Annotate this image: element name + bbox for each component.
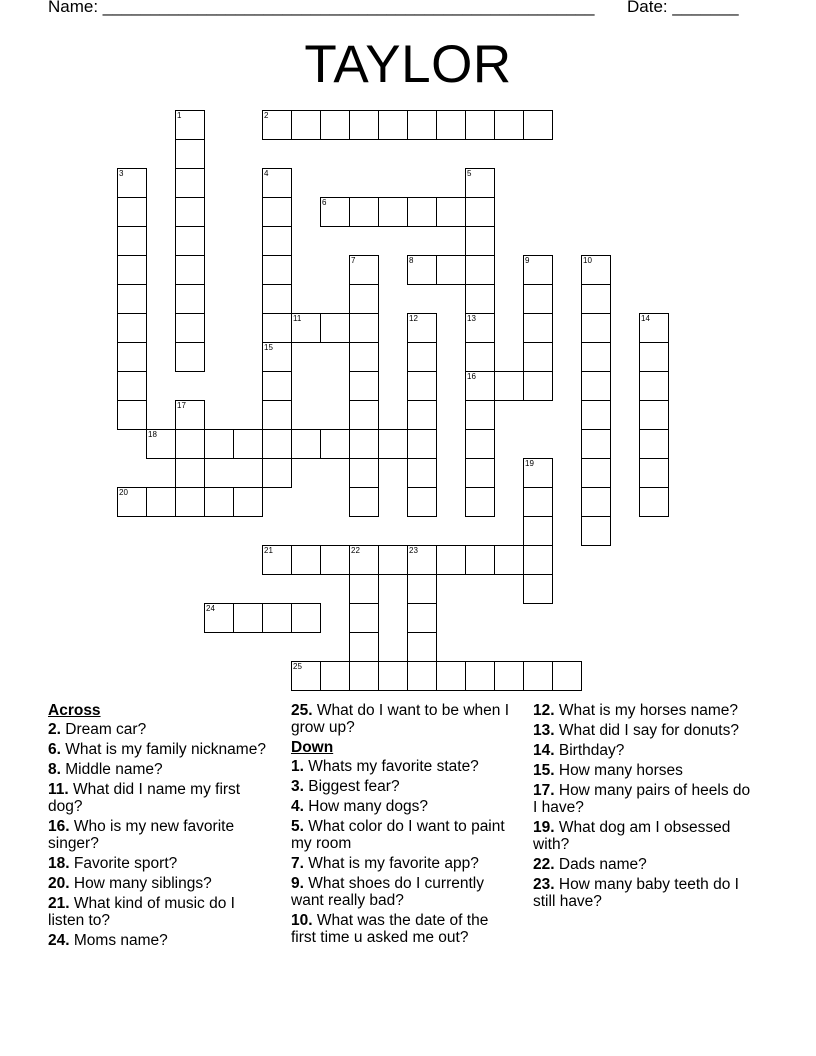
grid-cell[interactable]	[117, 197, 147, 227]
clue-text: Who is my new favorite singer?	[48, 818, 235, 852]
down-heading: Down	[291, 739, 334, 756]
grid-cell[interactable]	[349, 110, 379, 140]
grid-cell[interactable]	[378, 545, 408, 575]
date-field[interactable]: Date: _______	[627, 0, 739, 16]
grid-cell[interactable]	[349, 284, 379, 314]
clue-number-label: 12.	[533, 702, 555, 719]
grid-cell[interactable]	[349, 487, 379, 517]
across-clue	[291, 702, 516, 736]
clue-number-label: 21.	[48, 895, 70, 912]
grid-cell[interactable]	[378, 429, 408, 459]
grid-cell[interactable]	[378, 110, 408, 140]
grid-cell[interactable]	[117, 371, 147, 401]
clue-number: 23	[409, 546, 418, 555]
grid-cell[interactable]	[407, 342, 437, 372]
grid-cell[interactable]	[407, 110, 437, 140]
grid-cell[interactable]	[175, 226, 205, 256]
grid-cell[interactable]	[117, 255, 147, 285]
grid-cell[interactable]	[117, 168, 147, 198]
clue-text: Whats my favorite state?	[303, 758, 479, 775]
grid-cell[interactable]	[175, 429, 205, 459]
grid-cell[interactable]	[204, 487, 234, 517]
name-field[interactable]: Name: ____________________________________________________	[48, 0, 595, 16]
clue-number: 12	[409, 314, 418, 323]
clue-number-label: 17.	[533, 782, 555, 799]
grid-cell[interactable]	[639, 487, 669, 517]
grid-cell[interactable]	[146, 487, 176, 517]
clue-text: Middle name?	[60, 761, 163, 778]
grid-cell[interactable]	[465, 110, 495, 140]
grid-cell[interactable]	[465, 197, 495, 227]
clue-text: What kind of music do I listen to?	[48, 895, 235, 929]
clue-number: 24	[206, 604, 215, 613]
clue-text: What is my family nickname?	[60, 741, 266, 758]
grid-cell[interactable]	[117, 487, 147, 517]
clue-text: How many baby teeth do I still have?	[533, 876, 739, 910]
grid-cell[interactable]	[436, 197, 466, 227]
clues-column-1	[48, 702, 273, 952]
clue-number-label: 6.	[48, 741, 61, 758]
down-clue	[291, 875, 516, 909]
clue-number: 25	[293, 662, 302, 671]
grid-cell[interactable]	[320, 661, 350, 691]
across-clue-list	[48, 721, 273, 949]
grid-cell[interactable]	[552, 661, 582, 691]
clue-number: 17	[177, 401, 186, 410]
grid-cell[interactable]	[407, 400, 437, 430]
grid-cell[interactable]	[262, 197, 292, 227]
clues-column-2	[291, 702, 516, 949]
grid-cell[interactable]	[407, 371, 437, 401]
clue-text: How many horses	[554, 762, 683, 779]
clues-column-3	[533, 702, 758, 913]
grid-cell[interactable]	[262, 110, 292, 140]
grid-cell[interactable]	[349, 429, 379, 459]
clue-text: What did I name my first dog?	[48, 781, 241, 815]
grid-cell[interactable]	[262, 371, 292, 401]
clue-number: 4	[264, 169, 269, 178]
grid-cell[interactable]	[117, 342, 147, 372]
grid-cell[interactable]	[465, 313, 495, 343]
down-clue	[533, 876, 758, 910]
grid-cell[interactable]	[175, 255, 205, 285]
clue-text: What is my favorite app?	[303, 855, 479, 872]
down-clue	[533, 782, 758, 816]
grid-cell[interactable]	[639, 429, 669, 459]
across-clue	[48, 895, 273, 929]
grid-cell[interactable]	[320, 313, 350, 343]
grid-cell[interactable]	[262, 226, 292, 256]
grid-cell[interactable]	[494, 545, 524, 575]
grid-cell[interactable]	[175, 110, 205, 140]
down-clue	[533, 702, 758, 719]
grid-cell[interactable]	[204, 603, 234, 633]
grid-cell[interactable]	[465, 545, 495, 575]
grid-cell[interactable]	[523, 110, 553, 140]
grid-cell[interactable]	[436, 661, 466, 691]
clue-text: What is my horses name?	[554, 702, 739, 719]
puzzle-title: TAYLOR	[304, 35, 512, 94]
grid-cell[interactable]	[436, 545, 466, 575]
down-clue	[291, 778, 516, 795]
grid-cell[interactable]	[349, 342, 379, 372]
clue-text: Dream car?	[60, 721, 147, 738]
down-clue	[533, 722, 758, 739]
grid-cell[interactable]	[117, 226, 147, 256]
clue-number-label: 24.	[48, 932, 70, 949]
clue-text: What color do I want to paint my room	[291, 818, 505, 852]
grid-cell[interactable]	[465, 429, 495, 459]
grid-cell[interactable]	[349, 313, 379, 343]
clue-number: 5	[467, 169, 472, 178]
across-clue	[48, 875, 273, 892]
grid-cell[interactable]	[465, 284, 495, 314]
down-clue	[533, 819, 758, 853]
grid-cell[interactable]	[581, 400, 611, 430]
clue-text: What do I want to be when I grow up?	[291, 702, 510, 736]
grid-cell[interactable]	[320, 545, 350, 575]
clue-number: 11	[293, 314, 302, 323]
grid-cell[interactable]	[465, 226, 495, 256]
grid-cell[interactable]	[320, 110, 350, 140]
clue-number-label: 16.	[48, 818, 70, 835]
clue-number-label: 7.	[291, 855, 304, 872]
grid-cell[interactable]	[349, 458, 379, 488]
down-clue	[533, 856, 758, 873]
grid-cell[interactable]	[581, 371, 611, 401]
grid-cell[interactable]	[262, 342, 292, 372]
clue-text: What was the date of the first time u asked me out?	[291, 912, 489, 946]
grid-cell[interactable]	[291, 603, 321, 633]
clue-number-label: 25.	[291, 702, 313, 719]
grid-cell[interactable]	[349, 574, 379, 604]
across-clue	[48, 741, 273, 758]
grid-cell[interactable]	[523, 458, 553, 488]
across-clue	[48, 781, 273, 815]
clue-number-label: 2.	[48, 721, 61, 738]
grid-cell[interactable]	[349, 632, 379, 662]
grid-cell[interactable]	[320, 429, 350, 459]
grid-cell[interactable]	[581, 516, 611, 546]
grid-cell[interactable]	[146, 429, 176, 459]
grid-cell[interactable]	[262, 429, 292, 459]
grid-cell[interactable]	[378, 197, 408, 227]
grid-cell[interactable]	[581, 487, 611, 517]
down-clue	[291, 818, 516, 852]
down-clue-list	[291, 758, 516, 946]
clue-number: 20	[119, 488, 128, 497]
grid-cell[interactable]	[523, 284, 553, 314]
clue-number-label: 13.	[533, 722, 555, 739]
grid-cell[interactable]	[523, 371, 553, 401]
clue-number-label: 22.	[533, 856, 555, 873]
grid-cell[interactable]	[117, 400, 147, 430]
grid-cell[interactable]	[233, 487, 263, 517]
down-clue	[291, 798, 516, 815]
clue-number-label: 19.	[533, 819, 555, 836]
grid-cell[interactable]	[349, 197, 379, 227]
grid-cell[interactable]	[639, 400, 669, 430]
grid-cell[interactable]	[262, 313, 292, 343]
clue-text: Moms name?	[69, 932, 168, 949]
clue-number: 3	[119, 169, 124, 178]
clue-number-label: 9.	[291, 875, 304, 892]
across-heading: Across	[48, 702, 101, 719]
grid-cell[interactable]	[465, 400, 495, 430]
grid-cell[interactable]	[581, 313, 611, 343]
clue-number-label: 10.	[291, 912, 313, 929]
clue-text: How many dogs?	[303, 798, 428, 815]
grid-cell[interactable]	[639, 313, 669, 343]
grid-cell[interactable]	[291, 545, 321, 575]
clue-number: 1	[177, 111, 182, 120]
grid-cell[interactable]	[349, 255, 379, 285]
grid-cell[interactable]	[117, 313, 147, 343]
grid-cell[interactable]	[407, 197, 437, 227]
grid-cell[interactable]	[291, 661, 321, 691]
grid-cell[interactable]	[349, 661, 379, 691]
clue-text: Biggest fear?	[303, 778, 400, 795]
grid-cell[interactable]	[436, 110, 466, 140]
grid-cell[interactable]	[465, 487, 495, 517]
grid-cell[interactable]	[349, 371, 379, 401]
clue-number: 8	[409, 256, 414, 265]
grid-cell[interactable]	[523, 545, 553, 575]
clue-text: Birthday?	[554, 742, 625, 759]
grid-cell[interactable]	[175, 313, 205, 343]
clue-number: 18	[148, 430, 157, 439]
grid-cell[interactable]	[407, 429, 437, 459]
clue-number: 6	[322, 198, 327, 207]
grid-cell[interactable]	[407, 487, 437, 517]
grid-cell[interactable]	[465, 342, 495, 372]
clue-text: What shoes do I currently want really bad?	[291, 875, 484, 909]
clue-number-label: 18.	[48, 855, 70, 872]
clue-number-label: 20.	[48, 875, 70, 892]
clue-number: 14	[641, 314, 650, 323]
grid-cell[interactable]	[175, 284, 205, 314]
across-clue-list-continued	[291, 702, 516, 736]
grid-cell[interactable]	[262, 400, 292, 430]
clue-text: How many siblings?	[69, 875, 212, 892]
grid-cell[interactable]	[175, 400, 205, 430]
clue-text: Favorite sport?	[69, 855, 178, 872]
clue-text: What dog am I obsessed with?	[533, 819, 731, 853]
across-clue	[48, 818, 273, 852]
grid-cell[interactable]	[349, 400, 379, 430]
grid-cell[interactable]	[291, 429, 321, 459]
clue-number-label: 8.	[48, 761, 61, 778]
across-clue	[48, 761, 273, 778]
grid-cell[interactable]	[291, 110, 321, 140]
across-clue	[48, 721, 273, 738]
grid-cell[interactable]	[262, 545, 292, 575]
grid-cell[interactable]	[465, 371, 495, 401]
clue-number: 7	[351, 256, 356, 265]
clue-text: What did I say for donuts?	[554, 722, 739, 739]
clue-number: 2	[264, 111, 269, 120]
down-clue-list-continued	[533, 702, 758, 910]
clue-text: Dads name?	[554, 856, 647, 873]
grid-cell[interactable]	[436, 255, 466, 285]
grid-cell[interactable]	[523, 255, 553, 285]
grid-cell[interactable]	[581, 342, 611, 372]
grid-cell[interactable]	[291, 313, 321, 343]
down-clue	[291, 912, 516, 946]
grid-cell[interactable]	[523, 661, 553, 691]
grid-cell[interactable]	[407, 632, 437, 662]
grid-cell[interactable]	[407, 255, 437, 285]
grid-cell[interactable]	[175, 487, 205, 517]
down-clue	[291, 758, 516, 775]
clue-number-label: 11.	[48, 781, 69, 798]
clue-number-label: 15.	[533, 762, 555, 779]
grid-cell[interactable]	[581, 429, 611, 459]
grid-cell[interactable]	[175, 139, 205, 169]
across-clue	[48, 932, 273, 949]
grid-cell[interactable]	[465, 255, 495, 285]
clue-number-label: 3.	[291, 778, 304, 795]
grid-cell[interactable]	[262, 255, 292, 285]
grid-cell[interactable]	[175, 168, 205, 198]
grid-cell[interactable]	[465, 168, 495, 198]
grid-cell[interactable]	[407, 313, 437, 343]
grid-cell[interactable]	[465, 661, 495, 691]
down-clue	[533, 742, 758, 759]
grid-cell[interactable]	[407, 661, 437, 691]
grid-cell[interactable]	[639, 458, 669, 488]
grid-cell[interactable]	[378, 661, 408, 691]
clue-text: How many pairs of heels do I have?	[533, 782, 751, 816]
down-clue	[291, 855, 516, 872]
clue-number: 21	[264, 546, 273, 555]
grid-cell[interactable]	[175, 342, 205, 372]
grid-cell[interactable]	[204, 429, 234, 459]
grid-cell[interactable]	[320, 197, 350, 227]
grid-cell[interactable]	[523, 313, 553, 343]
grid-cell[interactable]	[407, 458, 437, 488]
grid-cell[interactable]	[349, 603, 379, 633]
clue-number-label: 4.	[291, 798, 304, 815]
grid-cell[interactable]	[523, 487, 553, 517]
grid-cell[interactable]	[523, 342, 553, 372]
grid-cell[interactable]	[581, 458, 611, 488]
down-clue	[533, 762, 758, 779]
grid-cell[interactable]	[175, 197, 205, 227]
grid-cell[interactable]	[494, 110, 524, 140]
grid-cell[interactable]	[494, 661, 524, 691]
grid-cell[interactable]	[233, 603, 263, 633]
grid-cell[interactable]	[465, 458, 495, 488]
clue-number: 22	[351, 546, 360, 555]
grid-cell[interactable]	[581, 255, 611, 285]
grid-cell[interactable]	[262, 284, 292, 314]
clue-number: 10	[583, 256, 592, 265]
grid-cell[interactable]	[523, 574, 553, 604]
across-clue	[48, 855, 273, 872]
grid-cell[interactable]	[581, 284, 611, 314]
grid-cell[interactable]	[349, 545, 379, 575]
grid-cell[interactable]	[262, 458, 292, 488]
grid-cell[interactable]	[117, 284, 147, 314]
clue-number-label: 5.	[291, 818, 304, 835]
clue-number-label: 23.	[533, 876, 555, 893]
clue-number: 16	[467, 372, 476, 381]
grid-cell[interactable]	[233, 429, 263, 459]
grid-cell[interactable]	[407, 574, 437, 604]
clue-number: 19	[525, 459, 534, 468]
grid-cell[interactable]	[639, 371, 669, 401]
clue-number: 15	[264, 343, 273, 352]
clue-number-label: 1.	[291, 758, 304, 775]
clue-number: 13	[467, 314, 476, 323]
grid-cell[interactable]	[407, 603, 437, 633]
clue-number-label: 14.	[533, 742, 555, 759]
grid-cell[interactable]	[494, 371, 524, 401]
grid-cell[interactable]	[639, 342, 669, 372]
grid-cell[interactable]	[262, 168, 292, 198]
grid-cell[interactable]	[407, 545, 437, 575]
grid-cell[interactable]	[523, 516, 553, 546]
grid-cell[interactable]	[262, 603, 292, 633]
clue-number: 9	[525, 256, 530, 265]
grid-cell[interactable]	[175, 458, 205, 488]
